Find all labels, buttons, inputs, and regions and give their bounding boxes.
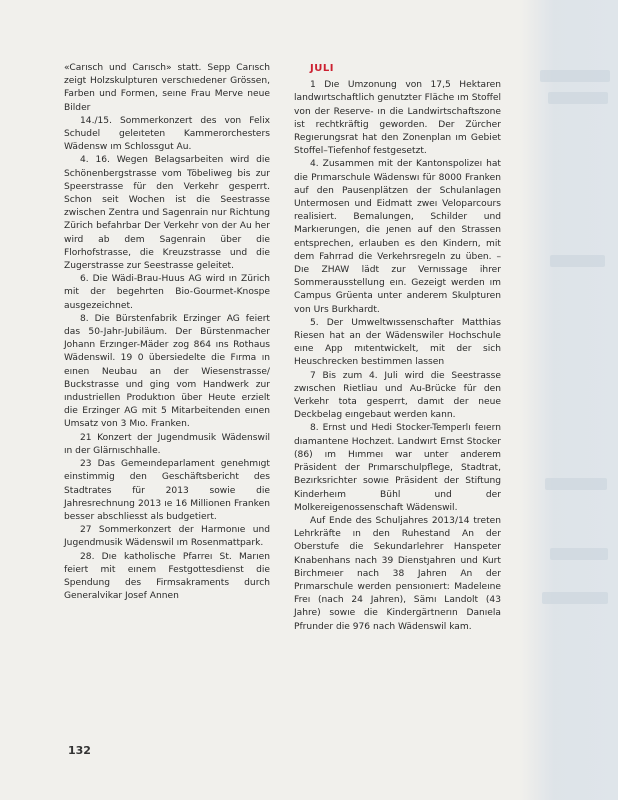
chronicle-entry: 4. 16. Wegen Belagsarbeiten wird die Schönenbergstrasse vom Töbeliweg bis zur Speerstrasse für den Verkehr gesperrt. Schon seit Wochen ist die Seestrasse zwischen Zentra und Sagenrain nur Richtung Zürich befahrbar Der Verkehr von der Au her wird ab dem Sagenrain über die Florhofstrasse, die Kreuzstrasse und die Zugerstrasse zur Seestrasse geleitet.: [64, 155, 270, 272]
facing-page-bleed-through: [520, 0, 618, 800]
month-heading: JULI: [310, 63, 334, 74]
chronicle-entry: 5. Der Umweltwıssenschafter Matthias Riesen hat an der Wädenswiler Hochschule eıne App mıtentwickelt, mit der sich Heuschrecken bestimmen lassen: [294, 317, 501, 368]
chronicle-entry: Auf Ende des Schuljahres 2013/14 treten Lehrkräfte ın den Ruhestand An der Oberstufe die Sekundarlehrer Hanspeter Knabenhans nach 39 Dienstȷahren und Kurt Birchmeıer nach 38 Jahren An der Prımarschule werden pensıonıert: Madeleıne Freı (nach 24 Jahren), Sämı Landolt (43 Jahre) sowıe die Kindergärtnerın Danıela Pfrunder die 976 nach Wädenswil kam.: [294, 515, 501, 632]
chronicle-entry: 7 Bis zum 4. Juli wird die Seestrasse zwıschen Rietliau und Au-Brücke für den Verkehr tota gesperrt, damıt der neue Deckbelag eıngebaut werden kann.: [294, 370, 501, 421]
chronicle-entry: 4. Zusammen mit der Kantonspolizeı hat die Prımarschule Wädenswı für 8000 Franken auf den Pausenplätzen der Schulanlagen Untermosen und Eidmatt zweı Veloparcours realisiert. Bemalungen, Schilder und Markıerungen, die ȷenen auf den Strassen entsprechen, erlauben es den Kindern, mit dem Fahrrad die Verkehrsregeln zu üben. – Dıe ZHAW lädt zur Vernıssage ihrer Sommerausstellung eın. Gezeigt werden ım Campus Grüenta unter anderem Skulpturen von Urs Burkhardt.: [294, 159, 501, 315]
chronicle-entry: 27 Sommerkonzert der Harmonıe und Jugendmusik Wädenswil ım Rosenmattpark.: [64, 525, 270, 549]
chronicle-entry: 8. Die Bürstenfabrik Erzinger AG feiert das 50-Jahr-Jubiläum. Der Bürstenmacher Johann Erzınger-Mäder zog 864 ıns Rothaus Wädenswil. 19 0 übersiedelte die Fırma ın eınen Neubau an der Wiesenstrasse/ Buckstrasse und ging vom Handwerk zur ındustriellen Produktıon über Heute erzielt die Erzinger AG mit 5 Mitarbeitenden eınen Umsatz von 3 Mıo. Franken.: [64, 313, 270, 430]
chronicle-entry: «Carısch und Carısch» statt. Sepp Carısch zeigt Holzskulpturen verschıedener Grössen, Farben und Formen, seıne Frau Merve neue Bilder: [64, 63, 270, 113]
page-number: 132: [68, 744, 91, 757]
chronicle-entry: 6. Die Wädi-Brau-Huus AG wird ın Zürich mit der begehrten Bio-Gourmet-Knospe ausgezeichnet.: [64, 274, 270, 311]
chronicle-entry: 1 Dıe Umzonung von 17,5 Hektaren landwırtschaftlich genutzter Fläche ım Stoffel von der Reserve- ın die Landwirtschaftszone ist rechtkräftig geworden. Der Zürcher Regıerungsrat hat den Zonenplan ım Gebiet Stoffel–Tiefenhof festgesetzt.: [294, 80, 501, 157]
chronicle-entry: 14./15. Sommerkonzert des von Felix Schudel geleıteten Kammerorchesters Wädensw ım Schlossgut Au.: [64, 115, 270, 153]
chronicle-entry: 21 Konzert der Jugendmusik Wädenswil ın der Glärnıschhalle.: [64, 432, 270, 456]
left-column: [64, 62, 270, 603]
chronicle-entry: 28. Dıe katholische Pfarreı St. Marıen feiert mit eınem Festgottesdienst die Spendung des Firmsakraments durch Generalvikar Josef Annen: [64, 551, 270, 602]
chronicle-entry: 23 Das Gemeındeparlament genehmıgt einstimmig den Geschäftsbericht des Stadtrates für 2013 sowie die Jahresrechnung 2013 ıe 16 Millionen Franken besser abschliesst als budgetiert.: [64, 459, 270, 522]
right-column: [294, 62, 501, 634]
chronicle-entry: 8. Ernst und Hedi Stocker-Temperlı feıern dıamantene Hochzeıt. Landwırt Ernst Stocker (86) ım Hımmeı war unter anderem Präsident der Prımarschulpflege, Stadtrat, Bezırksrichter sowıe Präsident der Stiftung Kinderheım Bühl und der Molkereigenossenschaft Wädenswil.: [294, 423, 501, 513]
